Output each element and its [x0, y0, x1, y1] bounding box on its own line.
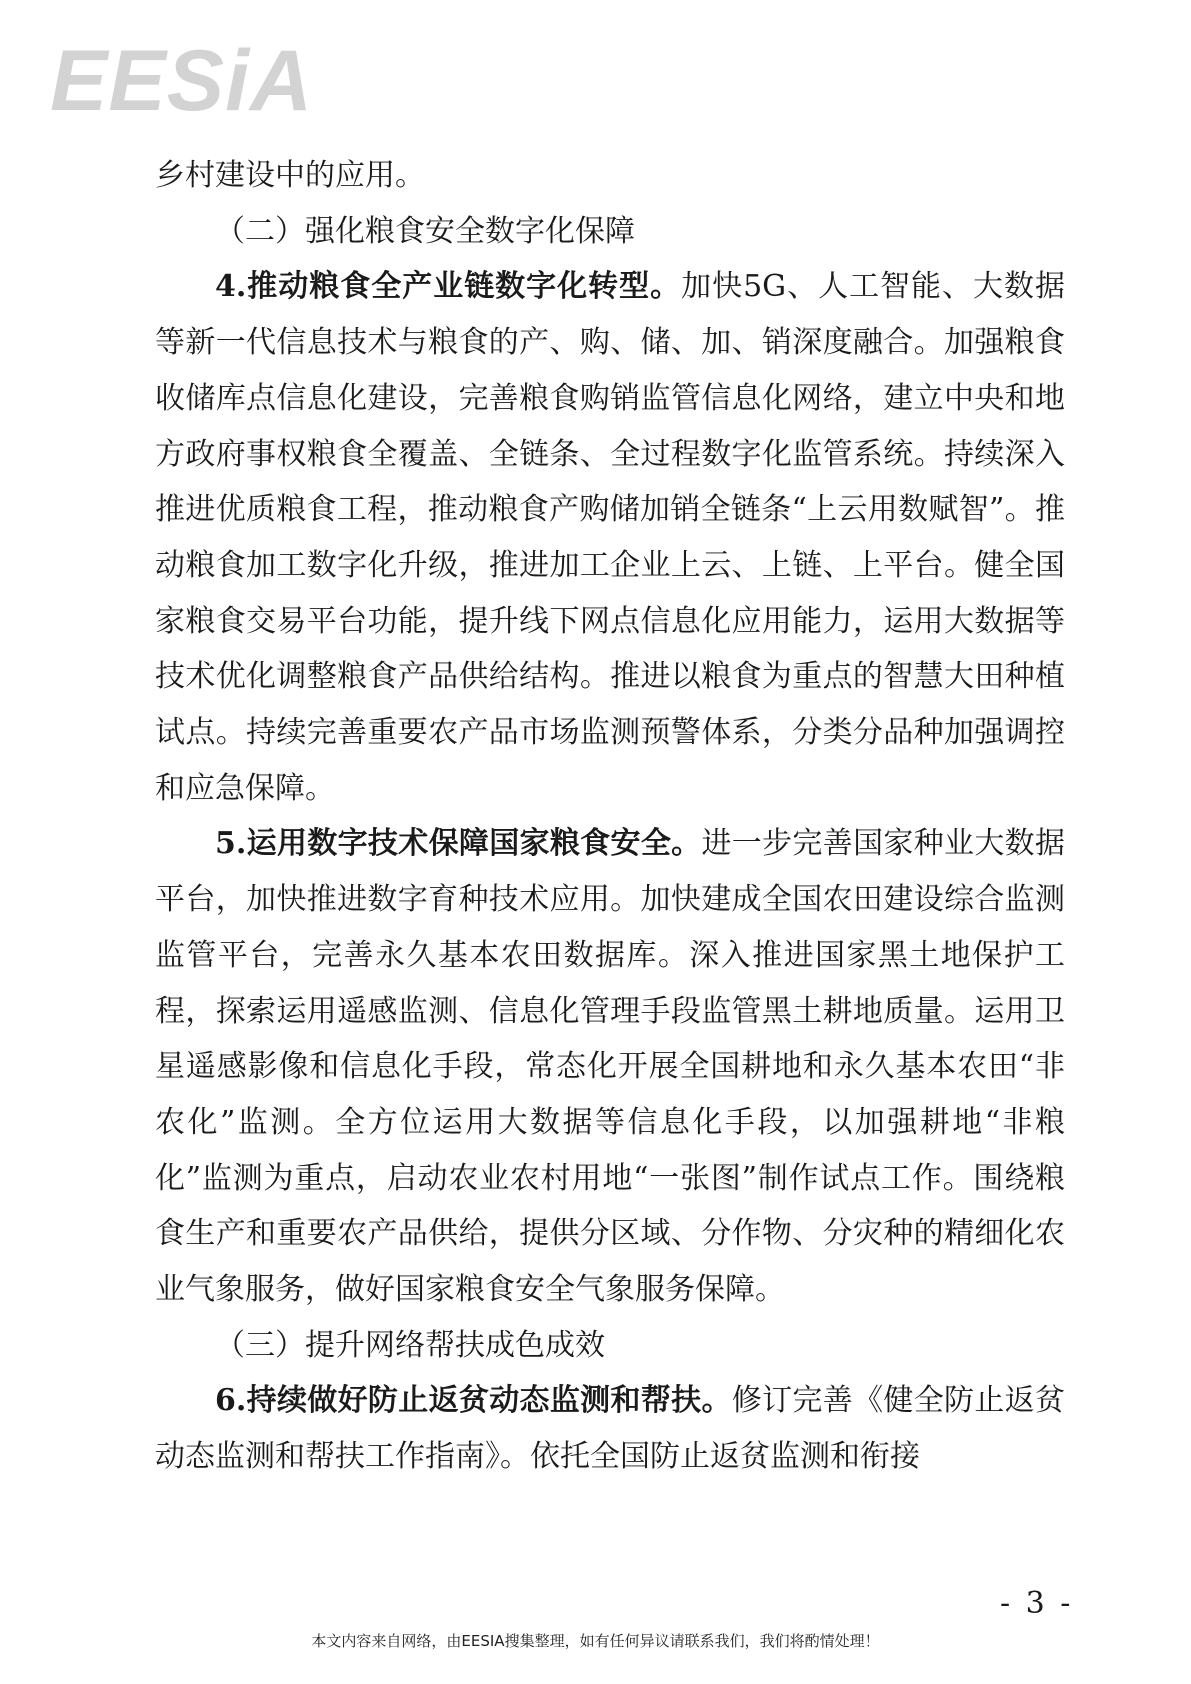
footer-disclaimer: 本文内容来自网络，由EESIA搜集整理，如有任何异议请联系我们，我们将酌情处理！: [311, 1632, 880, 1650]
item-5-body: 进一步完善国家种业大数据平台，加快推进数字育种技术应用。加快建成全国农田建设综合监测监管平台，完善永久基本农田数据库。深入推进国家黑土地保护工程，探索运用遥感监测、信息化管理手段监管黑土耕地质量。运用卫星遥感影像和信息化手段，常态化开展全国耕地和永久基本农田“非农化”监测。全方位运用大数据等信息化手段，以加强耕地“非粮化”监测为重点，启动农业农村用地“一张图”制作试点工作。围绕粮食生产和重要农产品供给，提供分区域、分作物、分灾种的精细化农业气象服务，做好国家粮食安全气象服务保障。: [155, 826, 1066, 1308]
document-body: [155, 148, 1065, 1485]
item-6-lead: 6.持续做好防止返贫动态监测和帮扶。: [215, 1383, 732, 1419]
section-heading-3: （三）提升网络帮扶成色成效: [215, 1327, 605, 1363]
page-number: - 3 -: [1000, 1586, 1074, 1621]
item-4-lead: 4.推动粮食全产业链数字化转型。: [215, 269, 682, 305]
item-6-body: 修订完善《健全防止返贫动态监测和帮扶工作指南》。依托全国防止返贫监测和衔接: [155, 1383, 1065, 1475]
paragraph-item-6: [155, 1373, 1065, 1484]
item-4-body: 加快5G、人工智能、大数据等新一代信息技术与粮食的产、购、储、加、销深度融合。加强粮食收储库点信息化建设，完善粮食购销监管信息化网络，建立中央和地方政府事权粮食全覆盖、全链条、全过程数字化监管系统。持续深入推进优质粮食工程，推动粮食产购储加销全链条“上云用数赋智”。推动粮食加工数字化升级，推进加工企业上云、上链、上平台。健全国家粮食交易平台功能，提升线下网点信息化应用能力，运用大数据等技术优化调整粮食产品供给结构。推进以粮食为重点的智慧大田种植试点。持续完善重要农产品市场监测预警体系，分类分品种加强调控和应急保障。: [155, 269, 1065, 806]
paragraph-item-4: [155, 259, 1065, 816]
section-heading-2: （二）强化粮食安全数字化保障: [215, 213, 635, 249]
eesia-logo: EESiA: [50, 33, 314, 129]
item-5-lead: 5.运用数字技术保障国家粮食安全。: [215, 826, 702, 862]
paragraph-item-5: [155, 816, 1065, 1317]
paragraph-continuation: 乡村建设中的应用。: [155, 158, 425, 193]
